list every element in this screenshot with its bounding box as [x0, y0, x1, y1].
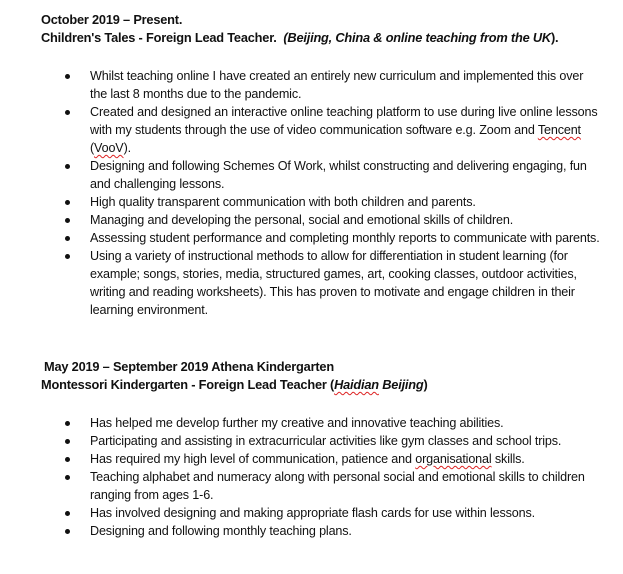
- bullet-icon: [65, 475, 70, 480]
- list-item: Has helped me develop further my creative and innovative teaching abilities.: [0, 414, 623, 432]
- job-1-dates: October 2019 – Present.: [41, 12, 183, 27]
- spellcheck-flagged-word: organisational: [415, 452, 492, 466]
- bullet-icon: [65, 200, 70, 205]
- list-item: Created and designed an interactive online teaching platform to use during live online lessons with my students through the use of video communication software e.g. Zoom and Tencent (VooV).: [0, 103, 623, 157]
- job-1-location: (Beijing, China & online teaching from the UK: [283, 30, 551, 45]
- list-item: Teaching alphabet and numeracy along with personal social and emotional skills to children ranging from ages 1-6.: [0, 468, 623, 504]
- job-2-title: Montessori Kindergarten - Foreign Lead Teacher (: [41, 377, 335, 392]
- bullet-icon: [65, 74, 70, 79]
- list-item: Assessing student performance and completing monthly reports to communicate with parents.: [0, 229, 623, 247]
- list-item: Designing and following Schemes Of Work, whilst constructing and delivering engaging, fun and challenging lessons.: [0, 157, 623, 193]
- list-item: Participating and assisting in extracurricular activities like gym classes and school trips.: [0, 432, 623, 450]
- list-item: Whilst teaching online I have created an entirely new curriculum and implemented this over the last 8 months due to the pandemic.: [0, 67, 623, 103]
- list-item: Has involved designing and making appropriate flash cards for use within lessons.: [0, 504, 623, 522]
- job-2-title-line: [41, 377, 428, 392]
- bullet-icon: [65, 218, 70, 223]
- bullet-icon: [65, 164, 70, 169]
- bullet-icon: [65, 511, 70, 516]
- job-2-location-district: Haidian: [334, 377, 379, 392]
- job-2-location-city: Beijing: [378, 377, 424, 392]
- bullet-icon: [65, 439, 70, 444]
- bullet-icon: [65, 529, 70, 534]
- list-item: Has required my high level of communication, patience and organisational skills.: [0, 450, 623, 468]
- job-1-title: Children's Tales - Foreign Lead Teacher.: [41, 30, 277, 45]
- bullet-icon: [65, 110, 70, 115]
- list-item: Designing and following monthly teaching plans.: [0, 522, 623, 540]
- bullet-icon: [65, 457, 70, 462]
- spellcheck-flagged-word: Tencent: [537, 123, 581, 137]
- job-2-bullet-list: [0, 414, 623, 540]
- job-1-location-close: ).: [550, 30, 559, 45]
- bullet-icon: [65, 421, 70, 426]
- job-1-title-line: [41, 30, 558, 45]
- bullet-icon: [65, 236, 70, 241]
- list-item: Using a variety of instructional methods to allow for differentiation in student learning (for example; songs, stories, media, structured games, art, cooking classes, outdoor activities, writing and reading worksheets). This has proven to motivate and engage children in their learning environment.: [0, 247, 623, 319]
- spellcheck-flagged-word: VooV: [94, 141, 124, 155]
- list-item: Managing and developing the personal, social and emotional skills of children.: [0, 211, 623, 229]
- bullet-icon: [65, 254, 70, 259]
- job-1-bullet-list: [0, 67, 623, 319]
- list-item: High quality transparent communication with both children and parents.: [0, 193, 623, 211]
- job-2-dates: May 2019 – September 2019 Athena Kindergarten: [44, 359, 334, 374]
- job-2-location-close: ): [423, 377, 428, 392]
